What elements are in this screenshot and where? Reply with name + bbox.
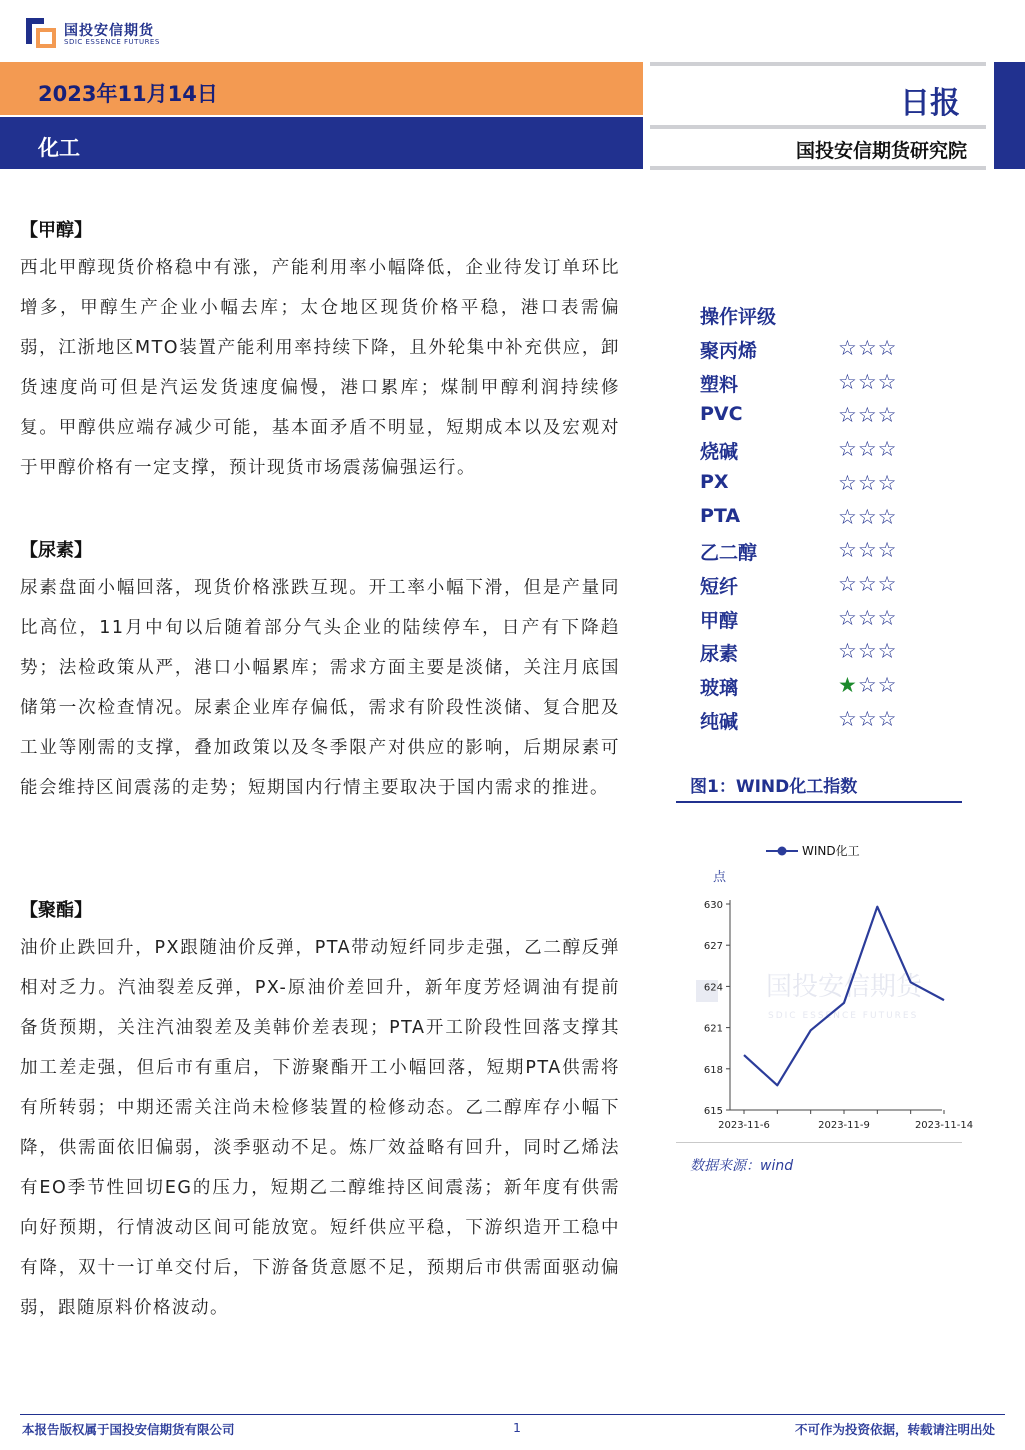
star-empty-icon: ☆ bbox=[877, 470, 898, 495]
rating-product-name: 烧碱 bbox=[700, 441, 739, 464]
rating-product-name: 乙二醇 bbox=[700, 542, 758, 565]
sector-banner bbox=[0, 117, 643, 169]
watermark-text: 国投安信期货 bbox=[766, 972, 923, 1002]
y-tick-label: 618 bbox=[703, 1064, 723, 1076]
institute-name: 国投安信期货研究院 bbox=[796, 140, 968, 162]
sector-title: 化工 bbox=[38, 136, 80, 160]
header-divider-bottom bbox=[650, 166, 986, 170]
rating-product-name: 尿素 bbox=[700, 643, 739, 666]
rating-row bbox=[700, 370, 920, 400]
section-heading-methanol: 【甲醇】 bbox=[20, 220, 92, 241]
star-filled-icon: ★ bbox=[838, 673, 858, 697]
star-empty-icon: ☆ bbox=[857, 538, 878, 563]
star-empty-icon: ☆ bbox=[838, 605, 858, 630]
footer-copyright: 本报告版权属于国投安信期货有限公司 bbox=[22, 1422, 235, 1437]
star-empty-icon: ☆ bbox=[838, 336, 858, 360]
figure-title-rule bbox=[676, 801, 962, 803]
rating-row bbox=[700, 505, 920, 535]
star-empty-icon: ☆ bbox=[857, 571, 878, 596]
star-empty-icon: ☆ bbox=[838, 470, 858, 495]
header-divider-middle bbox=[650, 125, 986, 129]
figure-title: 图1：WIND化工指数 bbox=[690, 777, 858, 797]
star-empty-icon: ☆ bbox=[857, 504, 878, 529]
star-empty-icon: ☆ bbox=[857, 706, 878, 731]
rating-product-name: 玻璃 bbox=[700, 677, 739, 699]
star-empty-icon: ☆ bbox=[838, 571, 858, 596]
rating-stars bbox=[838, 336, 897, 360]
y-tick-label: 621 bbox=[703, 1023, 723, 1035]
star-empty-icon: ☆ bbox=[838, 369, 858, 394]
star-empty-icon: ☆ bbox=[877, 605, 898, 630]
report-date: 2023年11月14日 bbox=[38, 82, 218, 106]
star-empty-icon: ☆ bbox=[857, 336, 878, 360]
rating-row bbox=[700, 336, 920, 366]
section-heading-polyester: 【聚酯】 bbox=[20, 900, 92, 921]
star-empty-icon: ☆ bbox=[857, 639, 878, 664]
section-body-methanol: 西北甲醇现货价格稳中有涨，产能利用率小幅降低，企业待发订单环比增多，甲醇生产企业小幅去库；太仓地区现货价格平稳，港口表需偏弱，江浙地区MTO装置产能利用率持续下降，且外轮集中补充供应，卸货速度尚可但是汽运发货速度偏慢，港口累库；煤制甲醇利润持续修复。甲醇供应端存减少可能，基本面矛盾不明显，短期成本以及宏观对于甲醇价格有一定支撑，预计现货市场震荡偏强运行。 bbox=[20, 258, 620, 478]
rating-product-name: 甲醇 bbox=[700, 609, 739, 632]
rating-row bbox=[700, 437, 920, 467]
star-empty-icon: ☆ bbox=[857, 673, 878, 697]
star-empty-icon: ☆ bbox=[877, 673, 898, 697]
logo-name: 国投安信期货 bbox=[64, 23, 154, 39]
footer-rule bbox=[20, 1414, 1005, 1415]
y-axis-label: 点 bbox=[713, 870, 727, 885]
report-type: 日报 bbox=[900, 86, 960, 121]
x-tick-label: 2023-11-9 bbox=[818, 1120, 870, 1131]
rating-product-name: 纯碱 bbox=[700, 710, 739, 733]
star-empty-icon: ☆ bbox=[838, 504, 858, 529]
rating-row bbox=[700, 572, 920, 602]
rating-row bbox=[700, 403, 920, 433]
watermark-subtext: SDIC ESSENCE FUTURES bbox=[768, 1011, 919, 1021]
y-tick-label: 627 bbox=[703, 941, 723, 953]
star-empty-icon: ☆ bbox=[877, 369, 898, 394]
rating-stars bbox=[838, 471, 897, 495]
star-empty-icon: ☆ bbox=[857, 369, 878, 394]
y-tick-label: 615 bbox=[703, 1106, 723, 1117]
star-empty-icon: ☆ bbox=[877, 706, 898, 731]
figure-source: 数据来源：wind bbox=[690, 1158, 794, 1174]
star-empty-icon: ☆ bbox=[877, 403, 898, 428]
rating-stars bbox=[838, 403, 897, 427]
star-empty-icon: ☆ bbox=[877, 639, 898, 664]
rating-product-name: PVC bbox=[700, 403, 743, 426]
page-number: 1 bbox=[513, 1420, 521, 1435]
rating-product-name: 短纤 bbox=[700, 575, 739, 598]
x-tick-label: 2023-11-6 bbox=[718, 1120, 770, 1131]
star-empty-icon: ☆ bbox=[857, 403, 878, 428]
y-tick-label: 630 bbox=[703, 900, 723, 911]
star-empty-icon: ☆ bbox=[857, 470, 878, 495]
rating-row bbox=[700, 471, 920, 501]
section-body-polyester: 油价止跌回升，PX跟随油价反弹，PTA带动短纤同步走强，乙二醇反弹相对乏力。汽油裂差反弹，PX-原油价差回升，新年度芳烃调油有提前备货预期，关注汽油裂差及美韩价差表现；PTA开工阶段性回落支撑其加工差走强，但后市有重启，下游聚酯开工小幅回落，短期PTA供需将有所转弱；中期还需关注尚未检修装置的检修动态。乙二醇库存小幅下降，供需面依旧偏弱，淡季驱动不足。炼厂效益略有回升，同时乙烯法有EO季节性回切EG的压力，短期乙二醇维持区间震荡；新年度有供需向好预期，行情波动区间可能放宽。短纤供应平稳，下游织造开工稳中有降，双十一订单交付后，下游备货意愿不足，预期后市供需面驱动偏弱，跟随原料价格波动。 bbox=[20, 938, 620, 1318]
logo-mark-icon bbox=[24, 14, 58, 48]
star-empty-icon: ☆ bbox=[838, 538, 858, 563]
rating-product-name: 塑料 bbox=[700, 373, 739, 396]
rating-stars bbox=[838, 606, 897, 630]
rating-product-name: PX bbox=[700, 470, 729, 493]
rating-stars bbox=[838, 370, 897, 394]
section-heading-urea: 【尿素】 bbox=[20, 540, 92, 561]
rating-product-name: PTA bbox=[700, 504, 741, 527]
section-body-urea: 尿素盘面小幅回落，现货价格涨跌互现。开工率小幅下滑，但是产量同比高位，11月中旬以后随着部分气头企业的陆续停车，日产有下降趋势；法检政策从严，港口小幅累库；需求方面主要是淡储，关注月底国储第一次检查情况。尿素企业库存偏低，需求有阶段性淡储、复合肥及工业等刚需的支撑，叠加政策以及冬季限产对供应的影响，后期尿素可能会维持区间震荡的走势；短期国内行情主要取决于国内需求的推进。 bbox=[20, 578, 620, 798]
rating-row bbox=[700, 673, 920, 703]
rating-product-name: 聚丙烯 bbox=[700, 340, 758, 362]
rating-stars bbox=[838, 437, 897, 461]
chart-legend bbox=[766, 844, 860, 858]
rating-title: 操作评级 bbox=[700, 306, 777, 328]
star-empty-icon: ☆ bbox=[877, 437, 898, 462]
star-empty-icon: ☆ bbox=[877, 538, 898, 563]
company-logo bbox=[24, 14, 184, 54]
rating-row bbox=[700, 606, 920, 636]
figure-bottom-rule bbox=[676, 1142, 962, 1143]
star-empty-icon: ☆ bbox=[857, 605, 878, 630]
rating-stars bbox=[838, 572, 897, 596]
footer-disclaimer: 不可作为投资依据，转载请注明出处 bbox=[794, 1422, 995, 1437]
rating-stars bbox=[838, 538, 897, 562]
logo-subtitle: SDIC ESSENCE FUTURES bbox=[64, 38, 160, 46]
rating-stars bbox=[838, 505, 897, 529]
legend-marker-icon bbox=[778, 847, 787, 856]
rating-row bbox=[700, 707, 920, 737]
star-empty-icon: ☆ bbox=[838, 437, 858, 462]
rating-stars bbox=[838, 673, 897, 697]
legend-label: WIND化工 bbox=[802, 844, 860, 858]
star-empty-icon: ☆ bbox=[838, 639, 858, 664]
star-empty-icon: ☆ bbox=[838, 403, 858, 428]
star-empty-icon: ☆ bbox=[877, 504, 898, 529]
rating-stars bbox=[838, 707, 897, 731]
rating-row bbox=[700, 639, 920, 669]
x-tick-label: 2023-11-14 bbox=[914, 1120, 974, 1131]
star-empty-icon: ☆ bbox=[857, 437, 878, 462]
y-tick-label: 624 bbox=[703, 982, 723, 994]
rating-stars bbox=[838, 639, 897, 663]
star-empty-icon: ☆ bbox=[877, 571, 898, 596]
header-accent-strip bbox=[994, 62, 1025, 169]
star-empty-icon: ☆ bbox=[838, 706, 858, 731]
header-divider-top bbox=[650, 62, 986, 66]
rating-row bbox=[700, 538, 920, 568]
wind-chemical-index-chart bbox=[676, 830, 974, 1140]
star-empty-icon: ☆ bbox=[877, 336, 898, 360]
